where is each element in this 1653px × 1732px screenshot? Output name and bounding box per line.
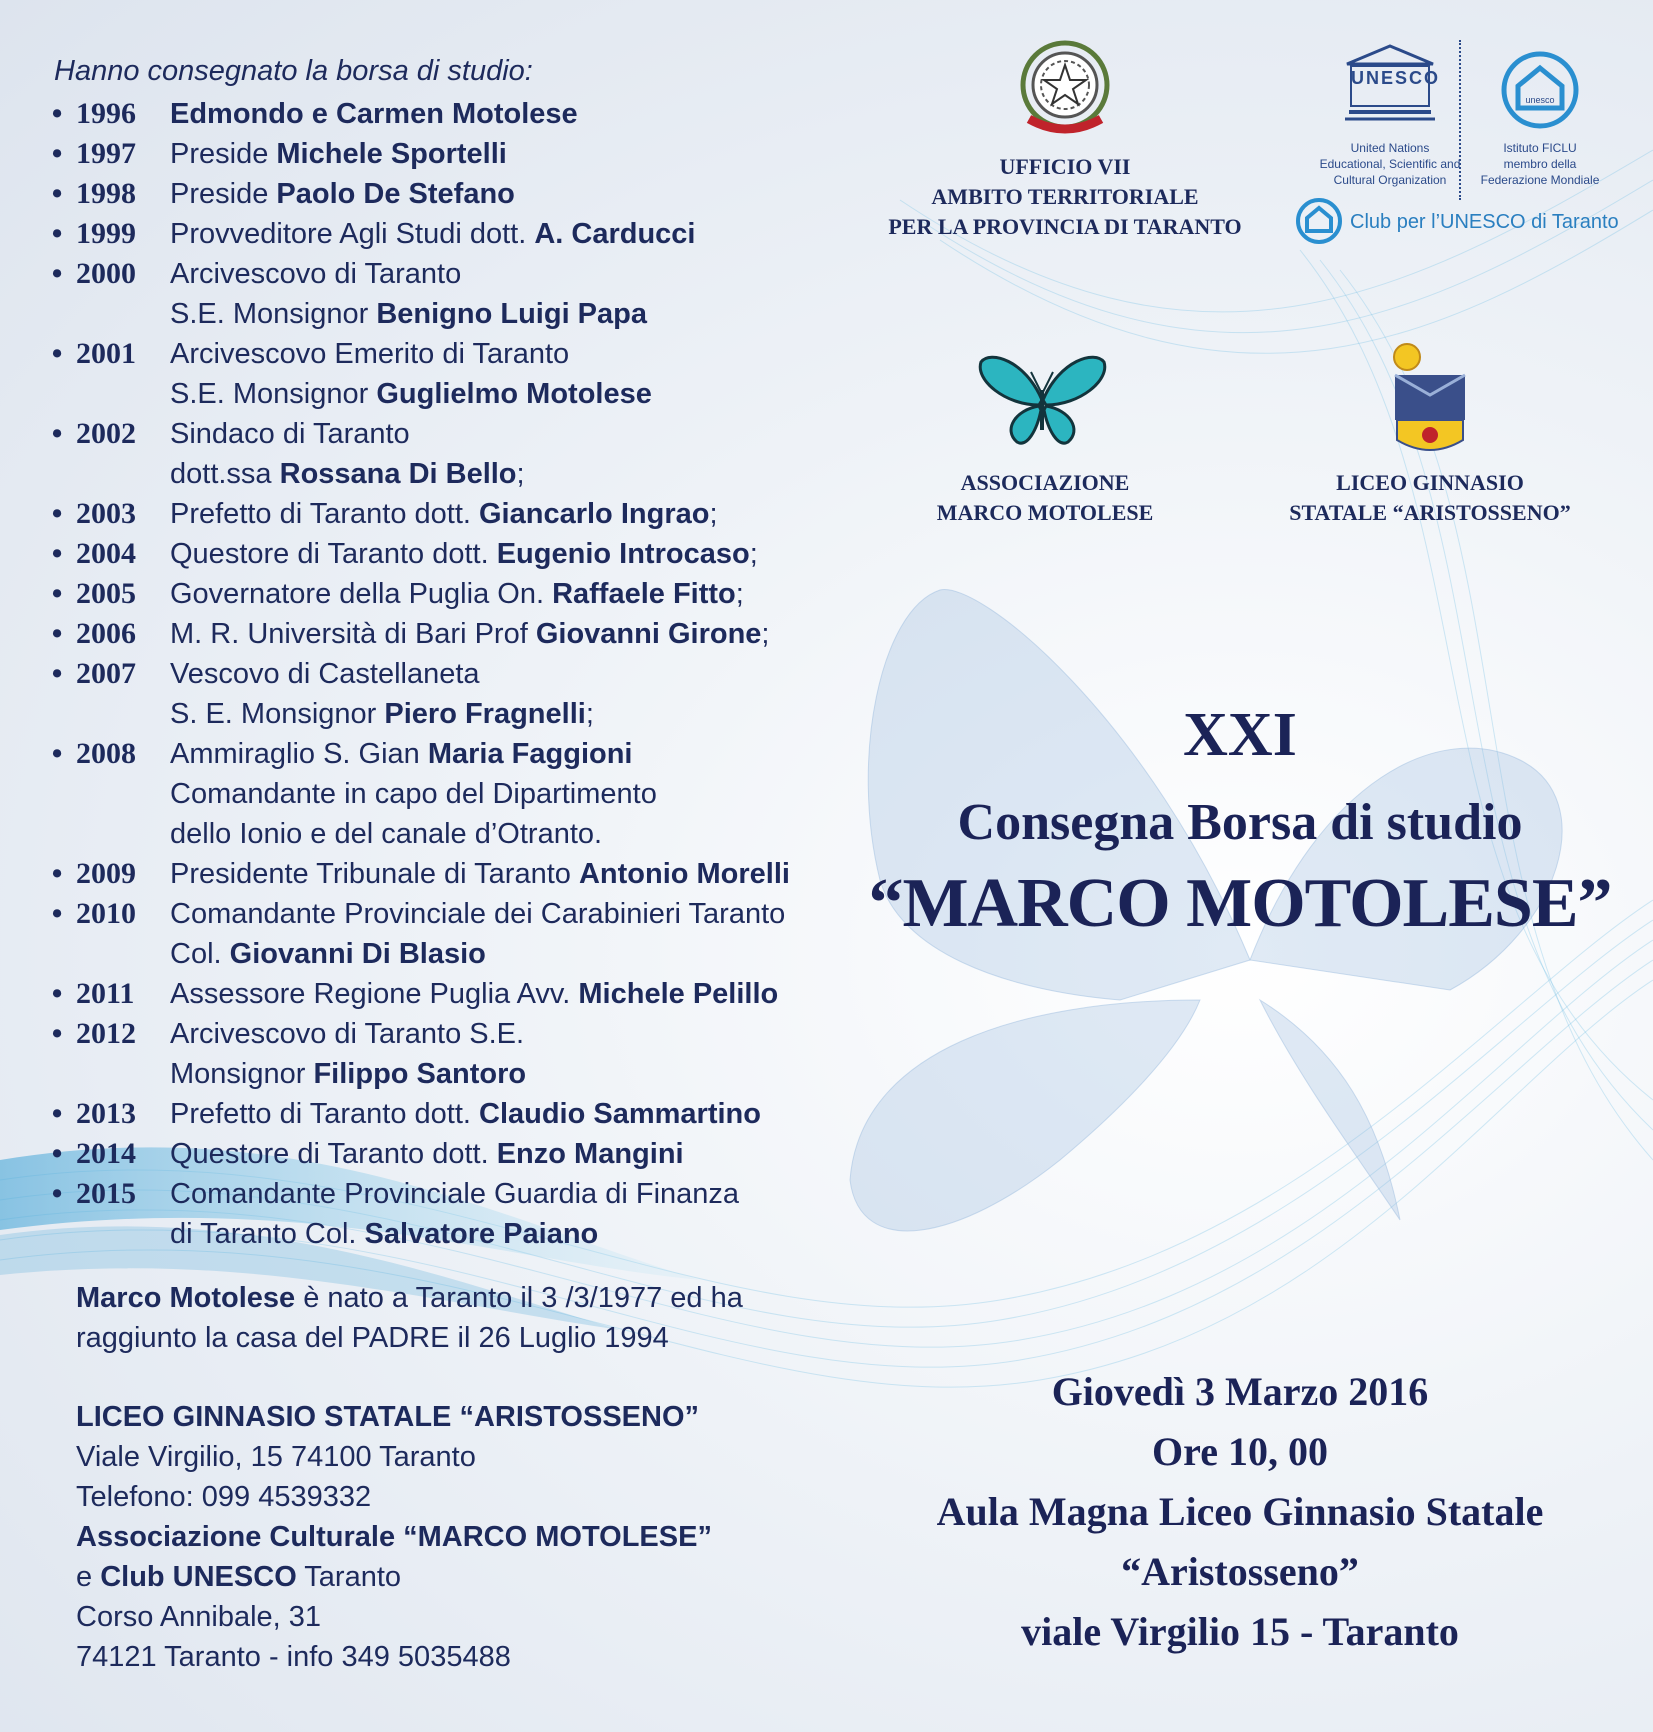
club-name: Club UNESCO — [100, 1561, 297, 1593]
entry-text: S.E. Monsignor — [170, 298, 377, 330]
event-date: Giovedì 3 Marzo 2016 — [1051, 1369, 1429, 1414]
entry-year: 2006 — [76, 617, 136, 650]
bullet-icon: • — [52, 418, 63, 450]
entry-year: 2013 — [76, 1097, 136, 1130]
entry-year: 1996 — [76, 97, 136, 130]
entry-name: Enzo Mangini — [496, 1138, 684, 1170]
list-item — [52, 254, 792, 334]
entry-text: Presidente Tribunale di Taranto — [170, 858, 579, 890]
entry-text: ; — [516, 458, 525, 490]
list-item — [52, 94, 792, 134]
entry-name: Benigno Luigi Papa — [376, 298, 647, 330]
event-title: Consegna Borsa di studio — [957, 794, 1523, 851]
liceo-caption: LICEO GINNASIO STATALE “ARISTOSSENO” — [1289, 470, 1571, 525]
entry-year: 2001 — [76, 337, 136, 370]
entry-text: Arcivescovo di Taranto S.E. — [170, 1018, 525, 1050]
entry-year: 2004 — [76, 537, 136, 570]
list-item — [52, 654, 792, 734]
entry-name: Filippo Santoro — [313, 1058, 527, 1090]
ficlu-caption: Istituto FICLU membro della Federazione Mondiale — [1480, 141, 1600, 187]
bullet-icon: • — [52, 1178, 63, 1210]
entry-text: Comandante Provinciale dei Carabinieri Taranto — [170, 898, 786, 930]
entry-line — [170, 574, 792, 614]
entry-year: 2009 — [76, 857, 136, 890]
list-item — [52, 1014, 792, 1094]
event-details — [880, 1362, 1600, 1662]
event-place-name: “Aristosseno” — [1121, 1549, 1359, 1594]
association-info: 74121 Taranto - info 349 5035488 — [76, 1641, 511, 1673]
entry-name: A. Carducci — [534, 218, 696, 250]
entry-text: ; — [709, 498, 718, 530]
entry-line — [170, 534, 792, 574]
entry-line — [170, 254, 792, 294]
entry-line — [170, 694, 792, 734]
list-item — [52, 894, 792, 974]
entry-text: Arcivescovo di Taranto — [170, 258, 462, 290]
list-item — [52, 1174, 792, 1254]
bullet-icon: • — [52, 218, 63, 250]
entry-line — [170, 454, 792, 494]
bullet-icon: • — [52, 1018, 63, 1050]
entry-name: Raffaele Fitto — [552, 578, 736, 610]
association-name: Associazione Culturale “MARCO MOTOLESE” — [76, 1521, 712, 1553]
bullet-icon: • — [52, 858, 63, 890]
entry-year: 2007 — [76, 657, 136, 690]
bullet-icon: • — [52, 498, 63, 530]
entry-line — [170, 654, 792, 694]
entry-name: Claudio Sammartino — [479, 1098, 761, 1130]
event-address: viale Virgilio 15 - Taranto — [1021, 1609, 1459, 1654]
entry-year: 1999 — [76, 217, 136, 250]
entry-line — [170, 94, 792, 134]
list-item — [52, 214, 792, 254]
entry-text: Monsignor — [170, 1058, 314, 1090]
entry-line — [170, 214, 792, 254]
bio-line2: raggiunto la casa del PADRE il 26 Luglio 1994 — [76, 1322, 669, 1354]
entry-line — [170, 1014, 792, 1054]
entry-year: 2010 — [76, 897, 136, 930]
entry-year: 2002 — [76, 417, 136, 450]
entry-name: Guglielmo Motolese — [376, 378, 652, 410]
recipients-column — [52, 55, 792, 1254]
entry-text: S. E. Monsignor — [170, 698, 385, 730]
entry-year: 2000 — [76, 257, 136, 290]
entry-line — [170, 894, 792, 934]
entry-text: dello Ionio e del canale d’Otranto. — [170, 818, 603, 850]
entry-name: Edmondo e Carmen Motolese — [170, 98, 578, 130]
entry-line — [170, 334, 792, 374]
entry-year: 2014 — [76, 1137, 136, 1170]
bio-line1: è nato a Taranto il 3 /3/1977 ed ha — [295, 1282, 743, 1314]
list-item — [52, 974, 792, 1014]
event-place: Aula Magna Liceo Ginnasio Statale — [936, 1489, 1544, 1534]
entry-name: Rossana Di Bello — [279, 458, 517, 490]
entry-line — [170, 1214, 792, 1254]
entry-text: Col. — [170, 938, 230, 970]
bullet-icon: • — [52, 978, 63, 1010]
entry-text: Questore di Taranto dott. — [170, 1138, 497, 1170]
ficlu-mark: unesco — [1525, 95, 1555, 105]
liceo-crest-icon — [1385, 335, 1475, 460]
bullet-icon: • — [52, 1098, 63, 1130]
entry-text: Assessore Regione Puglia Avv. — [170, 978, 579, 1010]
club-unesco-icon — [1295, 197, 1343, 245]
list-item — [52, 534, 792, 574]
entry-year: 1998 — [76, 177, 136, 210]
unesco-caption: United Nations Educational, Scientific and Cultural Organization — [1319, 141, 1461, 187]
award-name: “MARCO MOTOLESE” — [868, 865, 1612, 942]
entry-name: Antonio Morelli — [578, 858, 790, 890]
entry-text: dott.ssa — [170, 458, 280, 490]
entry-year: 2005 — [76, 577, 136, 610]
entry-year: 2015 — [76, 1177, 136, 1210]
entry-text: Governatore della Puglia On. — [170, 578, 553, 610]
entry-name: Paolo De Stefano — [276, 178, 515, 210]
entry-text: Comandante in capo del Dipartimento — [170, 778, 657, 810]
entry-name: Giancarlo Ingrao — [479, 498, 710, 530]
entry-line — [170, 854, 792, 894]
bullet-icon: • — [52, 258, 63, 290]
bullet-icon: • — [52, 138, 63, 170]
bullet-icon: • — [52, 1138, 63, 1170]
republic-emblem-icon — [1015, 35, 1115, 145]
entry-line — [170, 774, 792, 814]
entry-text: S.E. Monsignor — [170, 378, 377, 410]
entry-text: Vescovo di Castellaneta — [170, 658, 480, 690]
ficlu-house-icon — [1500, 50, 1580, 130]
event-time: Ore 10, 00 — [1152, 1429, 1328, 1474]
entry-line — [170, 1054, 792, 1094]
entry-line — [170, 734, 792, 774]
unesco-wordmark: UNESCO — [1351, 68, 1441, 88]
entry-text: Prefetto di Taranto dott. — [170, 498, 479, 530]
entry-text: Arcivescovo Emerito di Taranto — [170, 338, 570, 370]
entry-line — [170, 614, 792, 654]
entry-text: ; — [735, 578, 744, 610]
entry-year: 2003 — [76, 497, 136, 530]
entry-text: Ammiraglio S. Gian — [170, 738, 428, 770]
bullet-icon: • — [52, 898, 63, 930]
entry-line — [170, 1134, 792, 1174]
list-item — [52, 174, 792, 214]
contacts-block — [76, 1397, 796, 1677]
list-item — [52, 1094, 792, 1134]
entry-text: Prefetto di Taranto dott. — [170, 1098, 479, 1130]
recipients-intro: Hanno consegnato la borsa di studio: — [54, 55, 533, 87]
bio-name: Marco Motolese — [76, 1282, 296, 1314]
entry-text: ; — [749, 538, 758, 570]
biography — [76, 1278, 796, 1358]
entry-text: Questore di Taranto dott. — [170, 538, 497, 570]
entry-text: di Taranto Col. — [170, 1218, 365, 1250]
entry-name: Giovanni Di Blasio — [229, 938, 486, 970]
entry-line — [170, 814, 792, 854]
entry-line — [170, 974, 792, 1014]
entry-year: 2011 — [76, 977, 135, 1010]
bullet-icon: • — [52, 338, 63, 370]
list-item — [52, 494, 792, 534]
entry-text: Preside — [170, 178, 277, 210]
list-item — [52, 334, 792, 414]
list-item — [52, 1134, 792, 1174]
entry-year: 2008 — [76, 737, 136, 770]
recipients-list — [52, 94, 792, 1254]
entry-name: Salvatore Paiano — [364, 1218, 599, 1250]
list-item — [52, 134, 792, 174]
entry-line — [170, 1174, 792, 1214]
association-address: Corso Annibale, 31 — [76, 1601, 322, 1633]
entry-line — [170, 174, 792, 214]
entry-name: Michele Pelillo — [578, 978, 779, 1010]
list-item — [52, 854, 792, 894]
list-item — [52, 734, 792, 854]
associazione-caption: ASSOCIAZIONE MARCO MOTOLESE — [936, 470, 1154, 525]
entry-text: Comandante Provinciale Guardia di Finanza — [170, 1178, 740, 1210]
entry-line — [170, 294, 792, 334]
bullet-icon: • — [52, 738, 63, 770]
entry-name: Maria Faggioni — [427, 738, 633, 770]
entry-line — [170, 1094, 792, 1134]
entry-text: Sindaco di Taranto — [170, 418, 410, 450]
list-item — [52, 614, 792, 654]
entry-text: ; — [761, 618, 770, 650]
list-item — [52, 414, 792, 494]
entry-name: Michele Sportelli — [276, 138, 507, 170]
bullet-icon: • — [52, 538, 63, 570]
entry-text: Provveditore Agli Studi dott. — [170, 218, 535, 250]
entry-line — [170, 494, 792, 534]
entry-text: M. R. Università di Bari Prof — [170, 618, 536, 650]
school-address: Viale Virgilio, 15 74100 Taranto — [76, 1441, 476, 1473]
entry-line — [170, 414, 792, 454]
bullet-icon: • — [52, 618, 63, 650]
list-item — [52, 574, 792, 614]
entry-year: 1997 — [76, 137, 136, 170]
entry-name: Piero Fragnelli — [384, 698, 586, 730]
school-name: LICEO GINNASIO STATALE “ARISTOSSENO” — [76, 1401, 700, 1433]
bullet-icon: • — [52, 578, 63, 610]
ufficio-caption: UFFICIO VII AMBITO TERRITORIALE PER LA PROVINCIA DI TARANTO — [888, 154, 1242, 239]
club-unesco-label: Club per l’UNESCO di Taranto — [1350, 211, 1619, 233]
entry-text: ; — [585, 698, 594, 730]
butterfly-icon — [975, 350, 1110, 450]
entry-line — [170, 934, 792, 974]
entry-year: 2012 — [76, 1017, 136, 1050]
edition-number: XXI — [1183, 701, 1297, 769]
bullet-icon: • — [52, 658, 63, 690]
school-phone: Telefono: 099 4539332 — [76, 1481, 372, 1513]
entry-name: Eugenio Introcaso — [496, 538, 750, 570]
entry-line — [170, 134, 792, 174]
bullet-icon: • — [52, 178, 63, 210]
entry-text: Preside — [170, 138, 277, 170]
bullet-icon: • — [52, 98, 63, 130]
entry-name: Giovanni Girone — [535, 618, 762, 650]
club-line: e Club UNESCO Taranto — [76, 1561, 402, 1593]
unesco-divider — [1459, 40, 1461, 200]
entry-line — [170, 374, 792, 414]
